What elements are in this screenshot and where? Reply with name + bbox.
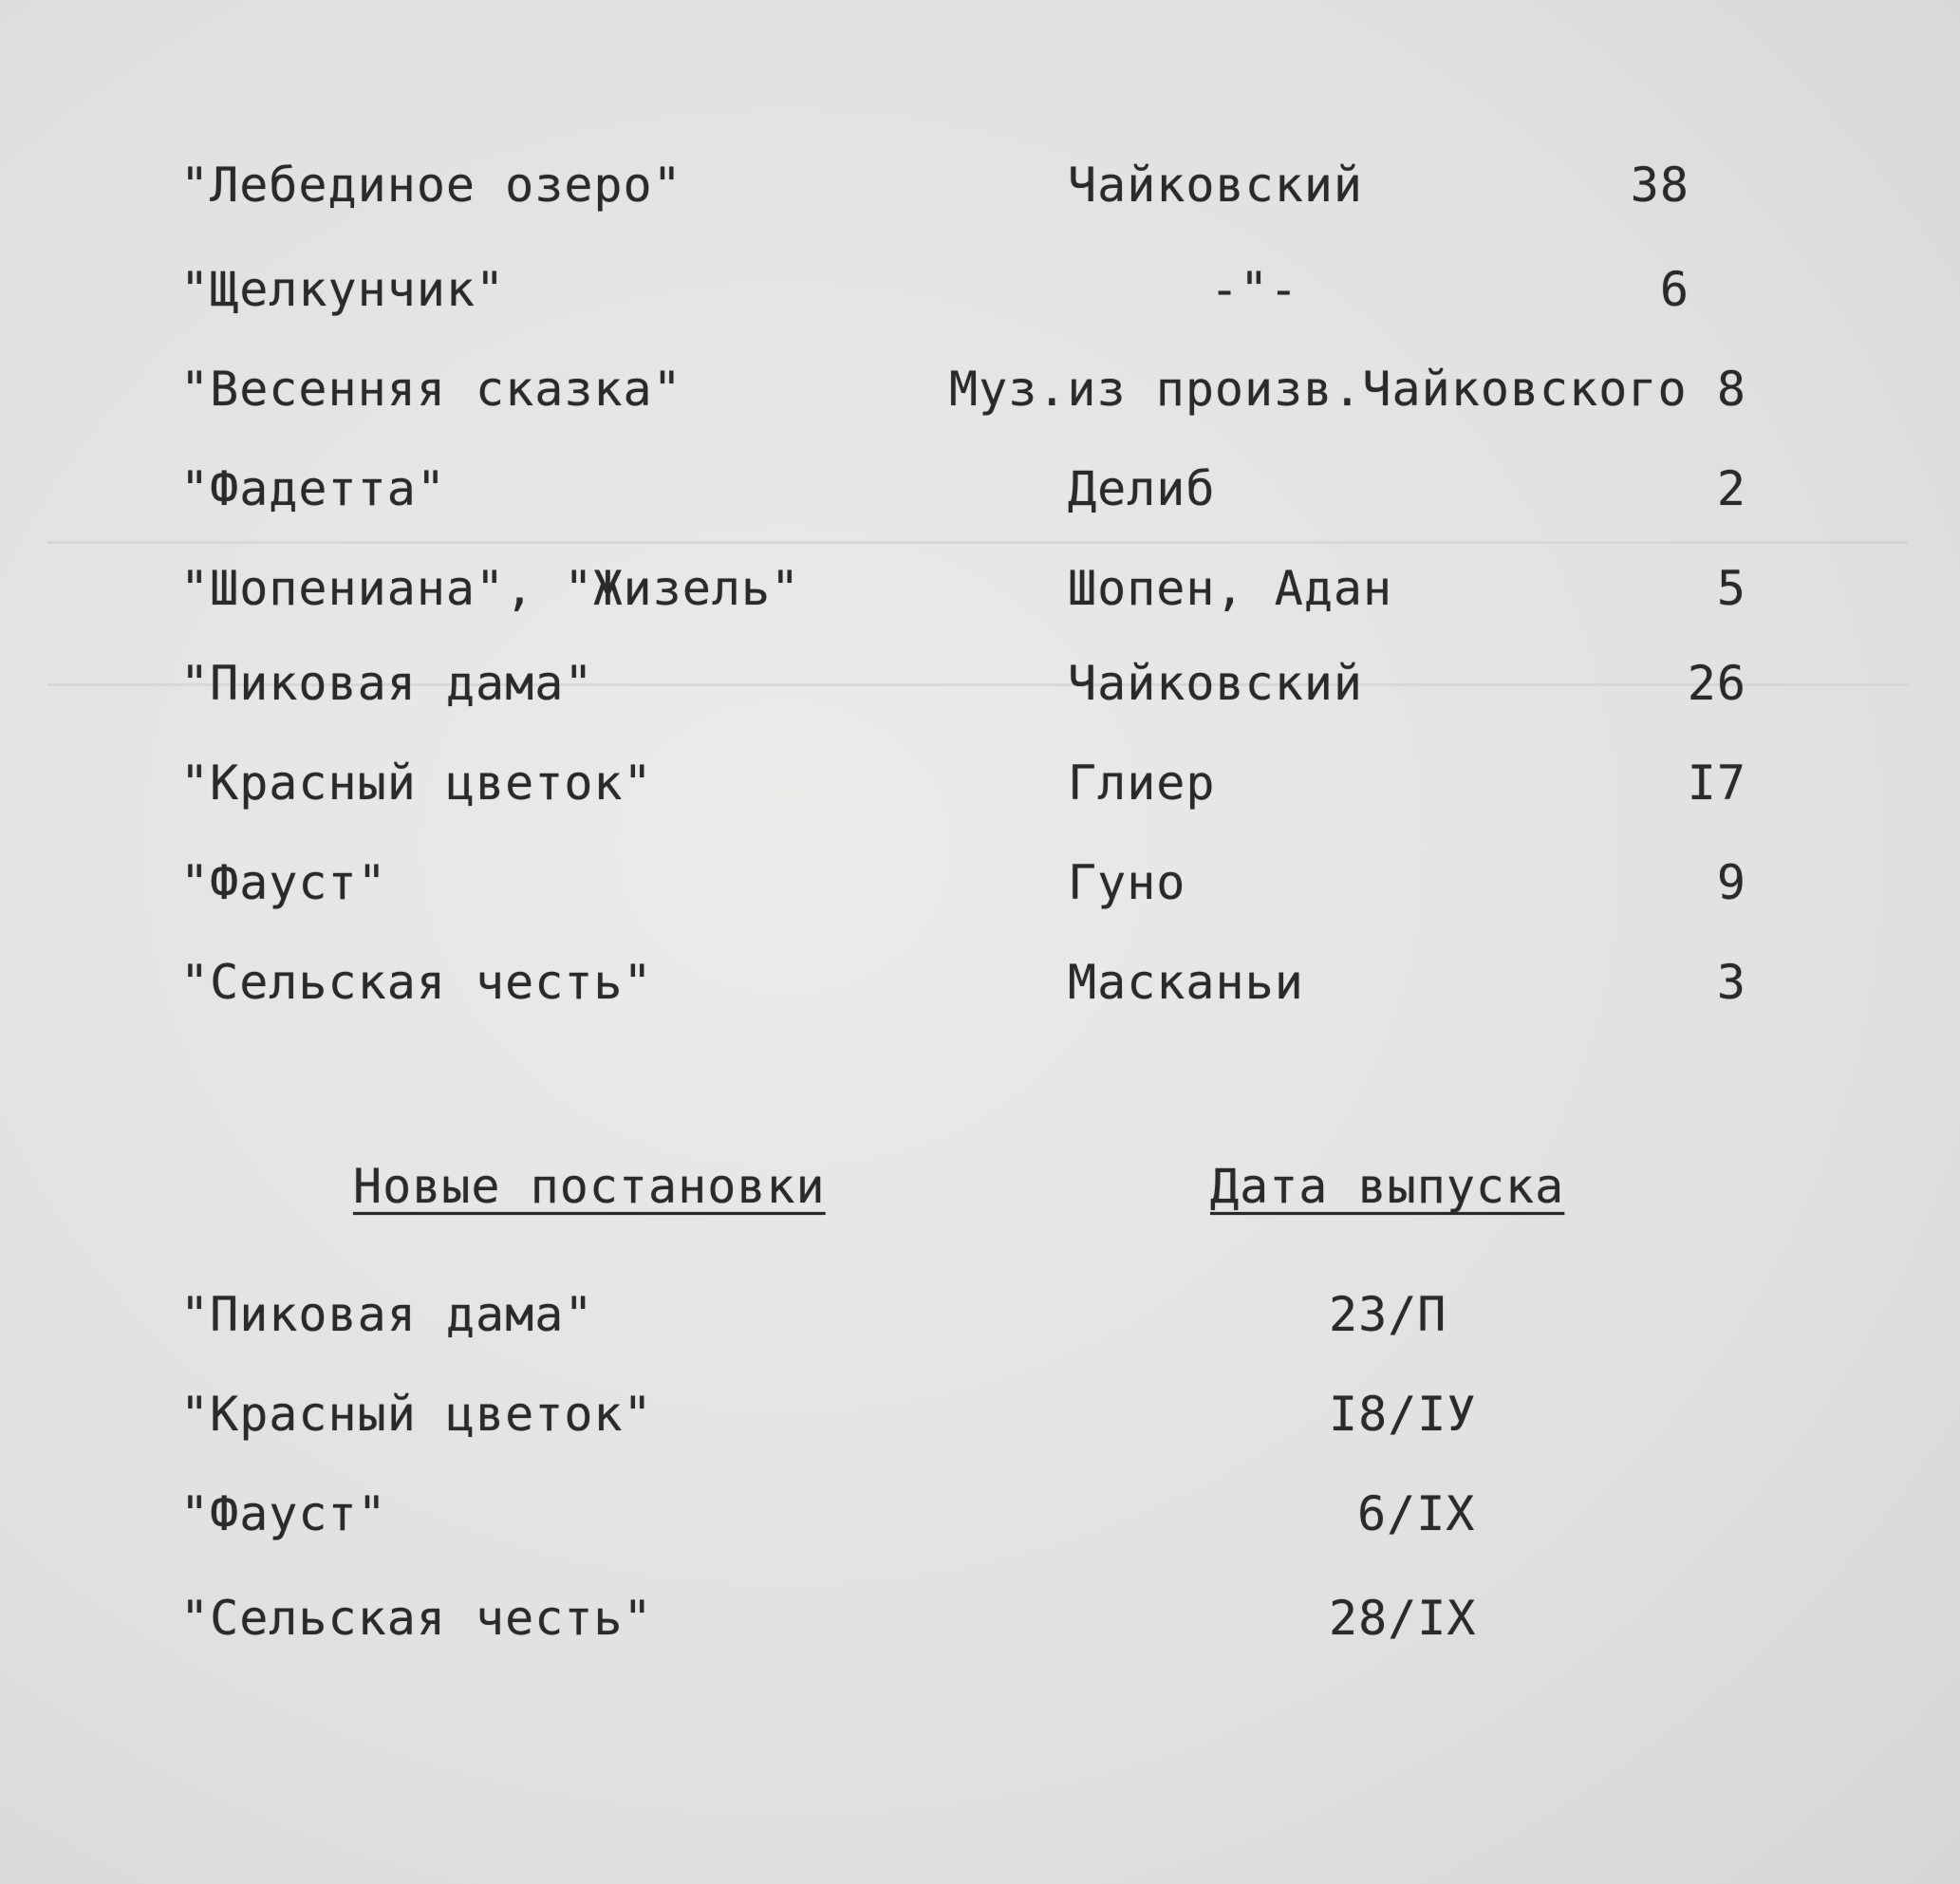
performance-count: I7 <box>1687 755 1746 811</box>
ballet-title: "Пиковая дама" <box>180 656 594 711</box>
performance-count: 6 <box>1659 262 1689 317</box>
composer: Чайковский <box>1068 656 1364 711</box>
performance-count: 9 <box>1716 855 1746 910</box>
performance-count: 5 <box>1716 561 1746 616</box>
release-date: 28/IX <box>1329 1591 1477 1646</box>
performance-count: 3 <box>1716 955 1746 1010</box>
ballet-title: "Лебединое озеро" <box>180 158 682 213</box>
composer: Гуно <box>1068 855 1186 910</box>
composer: Шопен, Адан <box>1068 561 1393 616</box>
ballet-title: "Шопениана", "Жизель" <box>180 561 801 616</box>
release-date: 6/IX <box>1357 1486 1476 1541</box>
ballet-title: "Красный цветок" <box>180 755 653 811</box>
release-date: I8/IУ <box>1329 1387 1477 1442</box>
composer: Чайковский <box>1068 158 1364 213</box>
bleed-through-rule <box>47 541 1908 544</box>
composer: Масканьи <box>1068 955 1304 1010</box>
ballet-title: "Фадетта" <box>180 461 446 516</box>
performance-count: 26 <box>1687 656 1746 711</box>
release-date-heading: Дата выпуска <box>1210 1159 1565 1214</box>
composer: Глиер <box>1068 755 1216 811</box>
performance-count: 8 <box>1716 362 1746 417</box>
ballet-title: "Сельская честь" <box>180 955 653 1010</box>
production-title: "Красный цветок" <box>180 1387 653 1442</box>
production-title: "Сельская честь" <box>180 1591 653 1646</box>
performance-count: 38 <box>1630 158 1689 213</box>
performance-count: 2 <box>1716 461 1746 516</box>
ballet-title: "Фауст" <box>180 855 387 910</box>
release-date: 23/П <box>1329 1287 1447 1342</box>
new-productions-heading: Новые постановки <box>353 1159 826 1214</box>
composer: Муз.из произв.Чайковского <box>949 362 1688 417</box>
production-title: "Пиковая дама" <box>180 1287 594 1342</box>
production-title: "Фауст" <box>180 1486 387 1541</box>
composer: Делиб <box>1068 461 1216 516</box>
ballet-title: "Весенняя сказка" <box>180 362 682 417</box>
composer: -"- <box>1210 262 1299 317</box>
ballet-title: "Щелкунчик" <box>180 262 506 317</box>
